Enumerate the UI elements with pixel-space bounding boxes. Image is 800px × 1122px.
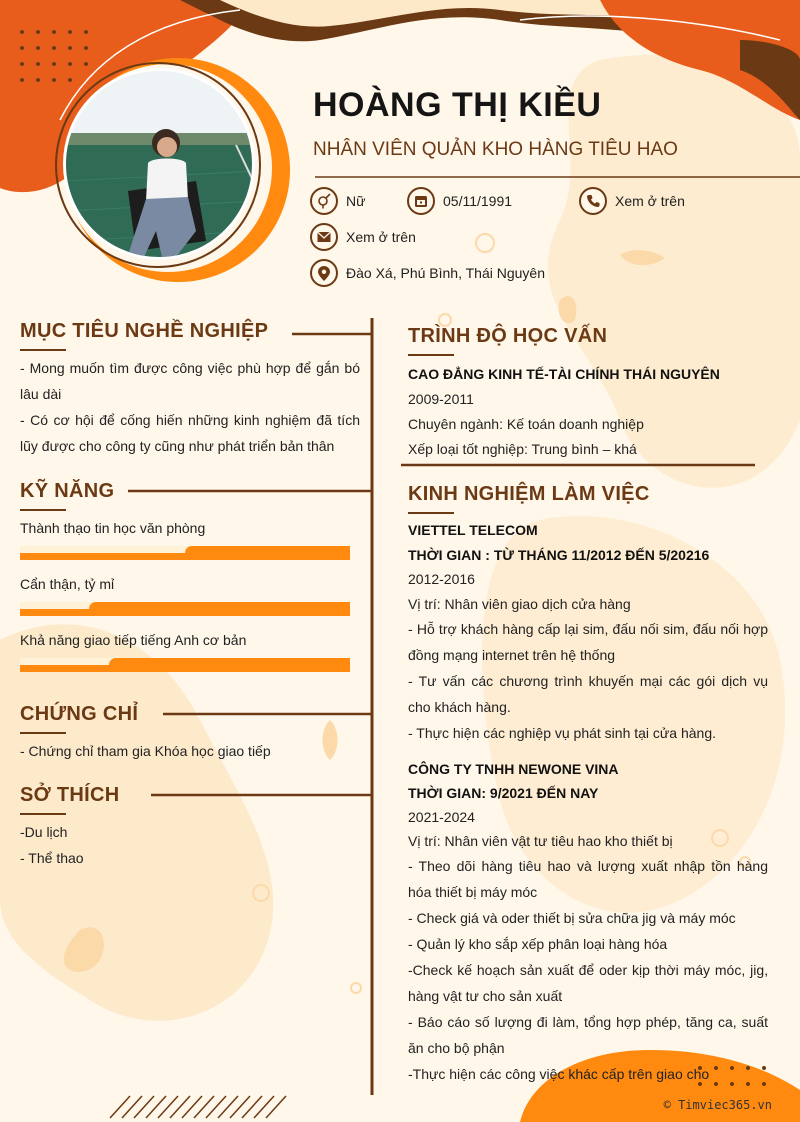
skill-item [20,632,350,672]
experience-underline [408,512,454,514]
job-line: - Theo dõi hàng tiêu hao và lượng xuất nhập tồn hàng hóa thiết bị máy móc [408,858,768,900]
skill-bar-fill [89,602,350,616]
calendar-icon [407,187,435,215]
avatar-photo [66,71,255,260]
job-line: - Check giá và oder thiết bị sửa chữa jig và máy móc [408,910,736,926]
candidate-name: HOÀNG THỊ KIỀU [313,86,602,124]
education-title: TRÌNH ĐỘ HỌC VẤN [408,325,608,347]
certificates-title: CHỨNG CHỈ [20,703,139,725]
job-line: - Quản lý kho sắp xếp phân loại hàng hóa [408,936,668,952]
address-value: Đào Xá, Phú Bình, Thái Nguyên [346,265,545,281]
job-period: THỜI GIAN : TỪ THÁNG 11/2012 ĐẾN 5/20216 [408,546,710,563]
skills-title: KỸ NĂNG [20,480,115,502]
gender-icon [310,187,338,215]
objective-title: MỤC TIÊU NGHỀ NGHIỆP [20,320,269,342]
job-line: -Check kế hoạch sản xuất để oder kịp thời máy móc, jig, hàng vật tư cho sản xuất [408,962,768,1004]
job-title: NHÂN VIÊN QUẢN KHO HÀNG TIÊU HAO [313,139,678,160]
skill-bar [20,546,350,560]
hobbies-underline [20,813,66,815]
job-entry [408,757,768,1087]
info-birthdate [407,187,512,215]
hobbies-text [20,819,360,871]
certificate-line: - Chứng chỉ tham gia Khóa học giao tiếp [20,743,271,759]
hobbies-title: SỞ THÍCH [20,784,120,806]
phone-value: Xem ở trên [615,193,685,209]
location-pin-icon [310,259,338,287]
skills-section [20,480,350,511]
skill-bar-fill [109,658,350,672]
gender-value: Nữ [346,193,366,209]
education-major: Chuyên ngành: Kế toán doanh nghiệp [408,416,644,432]
skill-label: Thành thạo tin học văn phòng [20,520,206,536]
job-line: - Tư vấn các chương trình khuyến mại các gói dịch vụ cho khách hàng. [408,673,768,715]
job-years: 2012-2016 [408,571,475,587]
birthdate-value: 05/11/1991 [443,193,513,209]
objective-text [20,355,360,459]
skill-bar [20,658,350,672]
certificates-underline [20,732,66,734]
job-line: - Hỗ trợ khách hàng cấp lại sim, đấu nối sim, đấu nối hợp đồng mạng internet trên hệ thống [408,621,768,663]
skill-label: Khả năng giao tiếp tiếng Anh cơ bản [20,632,247,648]
objective-line: - Mong muốn tìm được công việc phù hợp để gắn bó lâu dài [20,360,360,402]
envelope-icon [310,223,338,251]
watermark: © Timviec365.vn [663,1098,772,1112]
job-company: CÔNG TY TNHH NEWONE VINA [408,761,619,777]
info-phone [579,187,685,215]
job-line: - Báo cáo số lượng đi làm, tổng hợp phép, tăng ca, suất ăn cho bộ phận [408,1014,768,1056]
objective-underline [20,349,66,351]
skill-bar [20,602,350,616]
objective-line: - Có cơ hội để cống hiến những kinh nghiệm đã tích lũy được cho công ty cũng như phát triển bản thân [20,412,360,454]
job-line: - Thực hiện các nghiệp vụ phát sinh tại cửa hàng. [408,725,717,741]
skill-item [20,576,350,616]
education-text [408,362,768,462]
job-entry [408,518,768,746]
info-address [310,259,545,287]
phone-icon [579,187,607,215]
education-grade: Xếp loại tốt nghiệp: Trung bình – khá [408,441,637,457]
avatar [63,68,255,260]
job-line: Vị trí: Nhân viên giao dịch cửa hàng [408,595,631,612]
education-years: 2009-2011 [408,391,474,407]
job-line: -Thực hiện các công việc khác cấp trên giao cho [408,1066,710,1082]
skill-item [20,520,350,560]
objective-section [20,320,360,459]
skill-bar-fill [185,546,350,560]
job-company: VIETTEL TELECOM [408,522,538,538]
job-years: 2021-2024 [408,809,475,825]
experience-title: KINH NGHIỆM LÀM VIỆC [408,483,650,505]
experience-section [408,483,768,746]
education-section [408,325,768,462]
hobby-line: - Thể thao [20,850,84,866]
skill-label: Cẩn thận, tỷ mỉ [20,576,115,592]
info-gender [310,187,365,215]
job-period: THỜI GIAN: 9/2021 ĐẾN NAY [408,785,599,801]
info-email [310,223,416,251]
education-underline [408,354,454,356]
email-value: Xem ở trên [346,229,416,245]
job-line: Vị trí: Nhân viên vật tư tiêu hao kho thiết bị [408,833,673,849]
certificates-section [20,703,360,764]
certificates-text [20,738,360,764]
hobbies-section [20,784,360,871]
school-name: CAO ĐẲNG KINH TẾ-TÀI CHÍNH THÁI NGUYÊN [408,366,720,382]
hobby-line: -Du lịch [20,824,68,840]
skills-underline [20,509,66,511]
